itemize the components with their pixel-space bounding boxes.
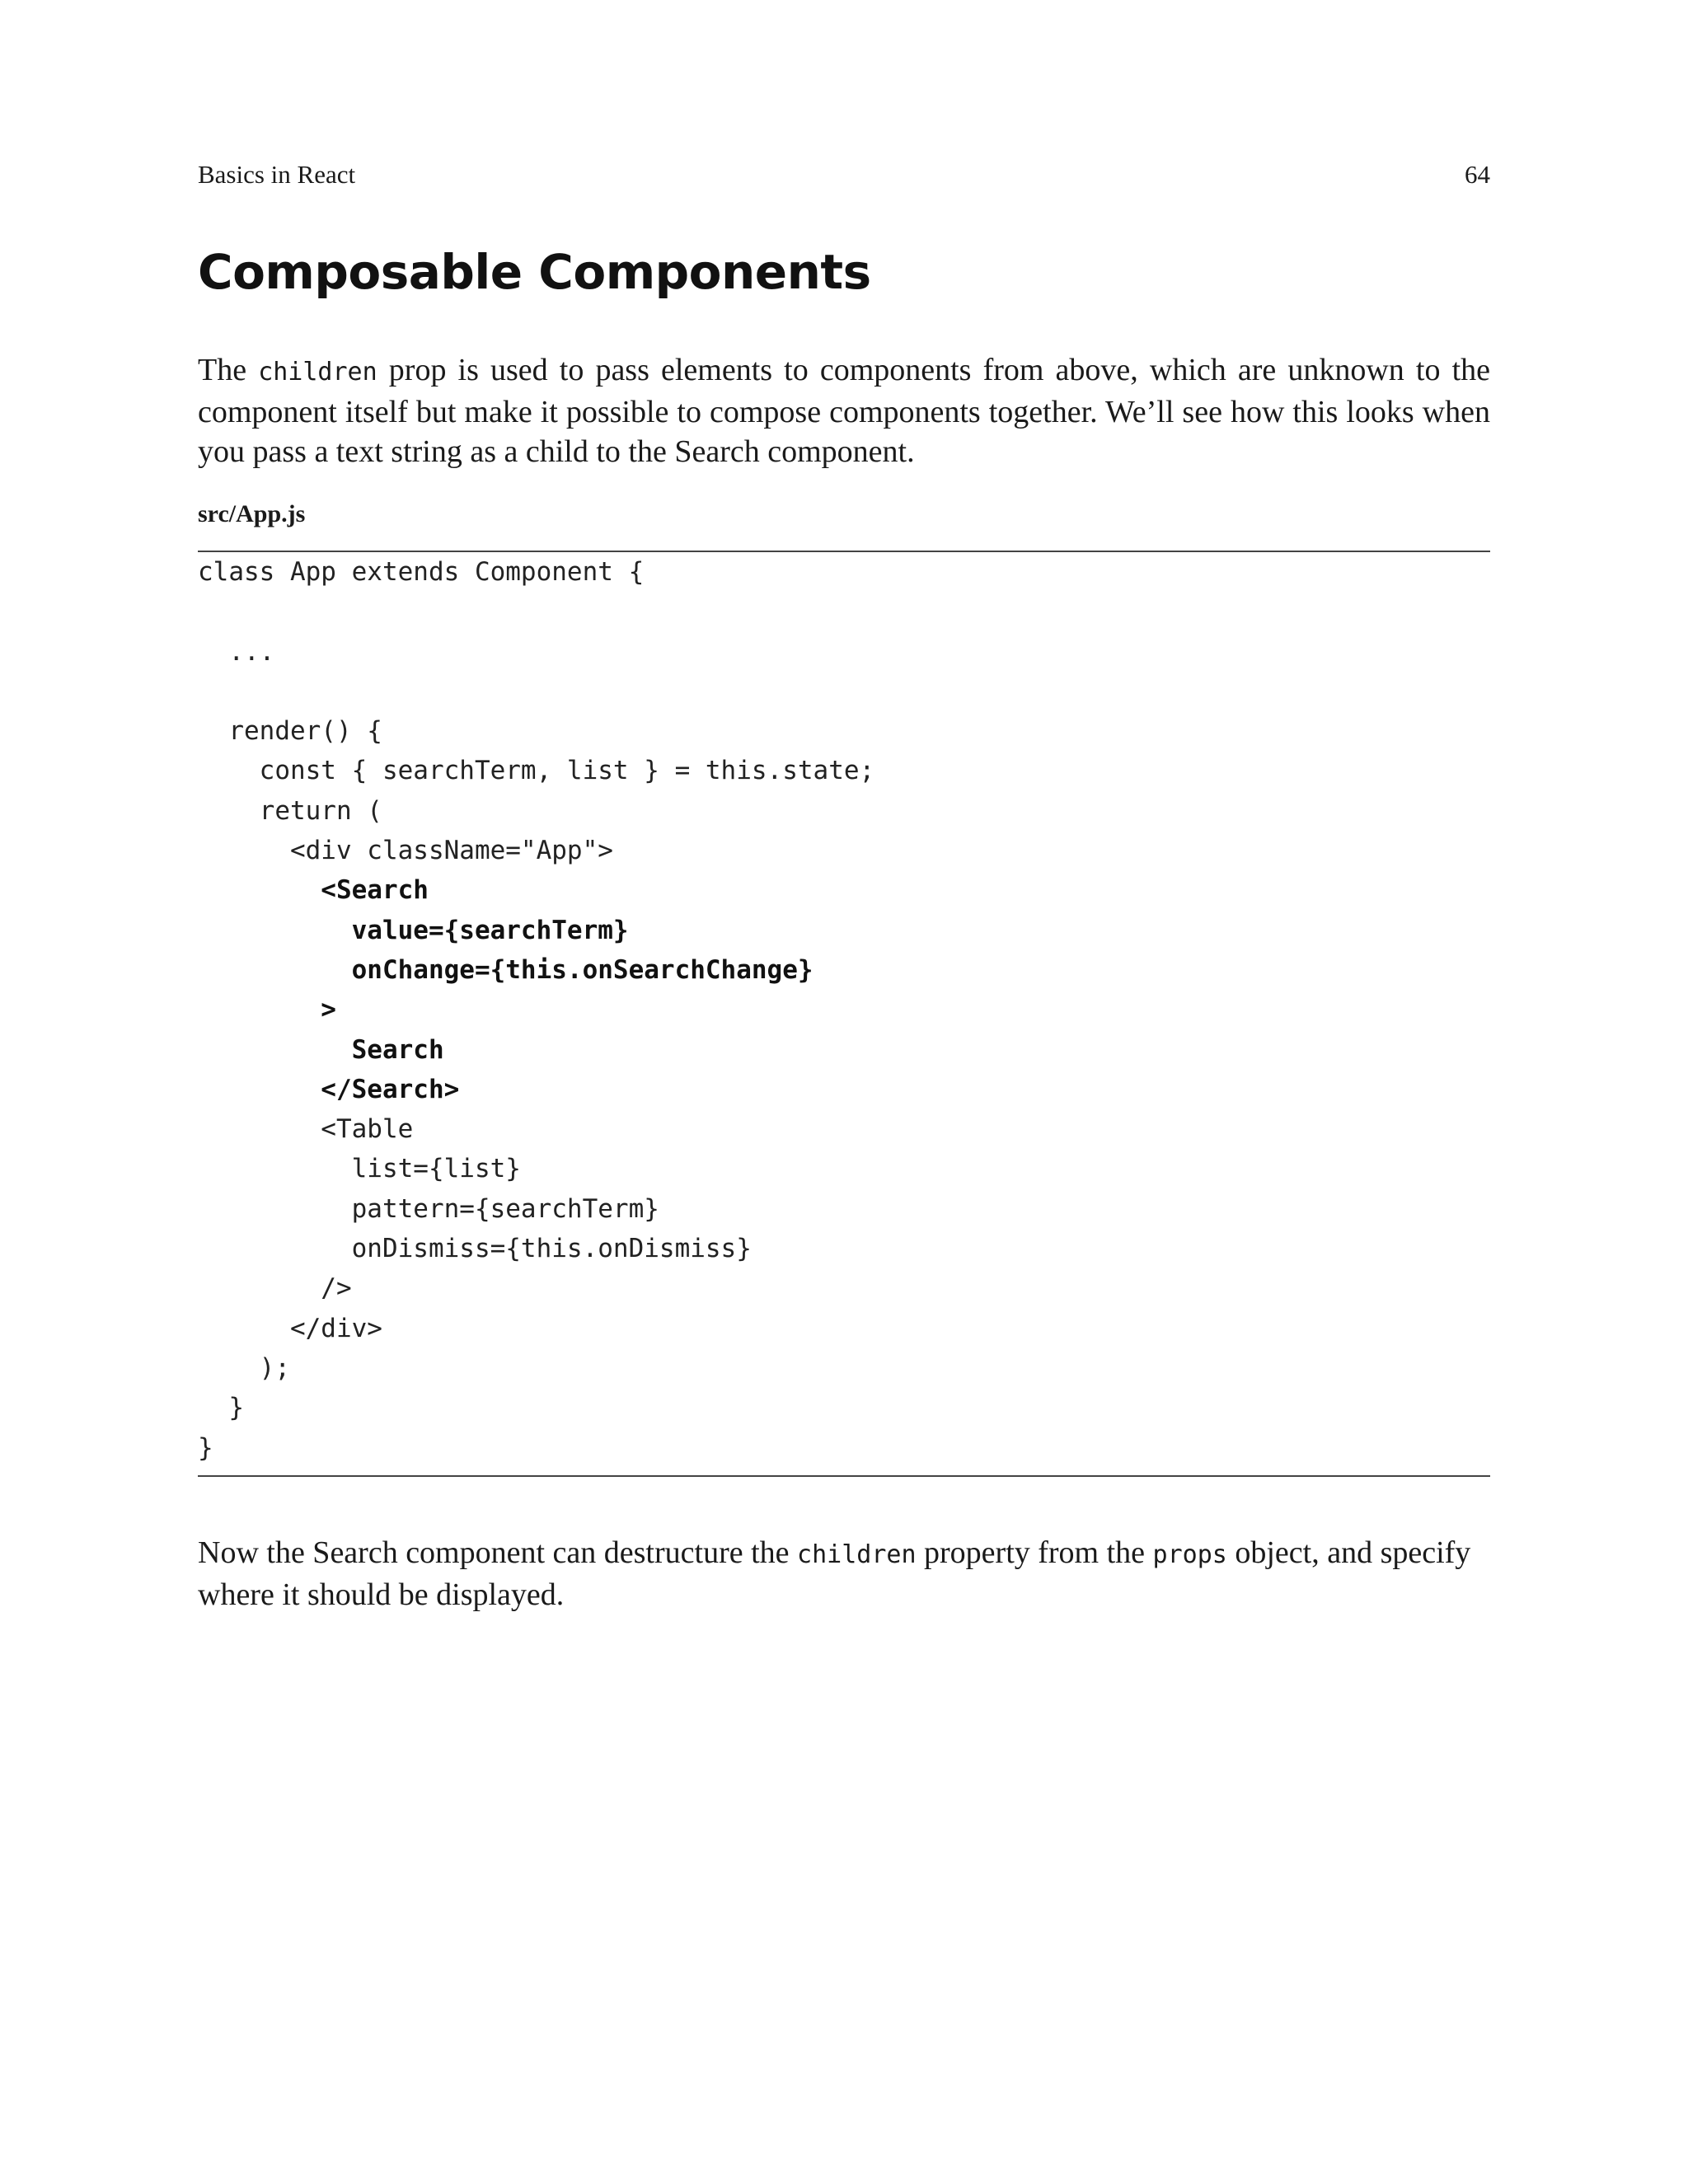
- code-line: const { searchTerm, list } = this.state;: [198, 756, 875, 786]
- intro-text-1: The: [198, 353, 259, 387]
- intro-paragraph: [198, 350, 1490, 471]
- code-line: }: [198, 1432, 213, 1463]
- running-title: Basics in React: [198, 160, 356, 189]
- code-lines: [198, 552, 874, 1468]
- outro-text-1: Now the Search component can destructure the: [198, 1535, 798, 1570]
- page-header: [198, 157, 1490, 193]
- code-line: value={searchTerm}: [198, 915, 629, 945]
- code-line: ...: [198, 636, 275, 667]
- code-line: Search: [198, 1034, 444, 1065]
- code-line: </Search>: [198, 1074, 460, 1104]
- code-line: <Table: [198, 1114, 414, 1145]
- code-line: list={list}: [198, 1154, 521, 1184]
- section-title: Composable Components: [198, 244, 871, 300]
- code-line: render() {: [198, 716, 382, 747]
- outro-text-2: property from the: [916, 1535, 1153, 1570]
- code-block: [198, 551, 1490, 1477]
- code-line: </div>: [198, 1313, 382, 1343]
- code-line: onDismiss={this.onDismiss}: [198, 1234, 752, 1264]
- intro-text-2: prop is used to pass elements to components from above, which are unknown to the component itself but make it possible to compose components together. We’ll see how this looks when you pass a text string as a child to the Search component.: [198, 353, 1490, 469]
- inline-code-children: children: [797, 1540, 917, 1569]
- code-line: <Search: [198, 875, 429, 906]
- code-filename: src/App.js: [198, 500, 306, 527]
- code-line: >: [198, 995, 336, 1025]
- code-line: onChange={this.onSearchChange}: [198, 954, 814, 985]
- code-line: />: [198, 1273, 352, 1304]
- code-line: return (: [198, 795, 382, 826]
- code-line: <div className="App">: [198, 836, 613, 866]
- page-number: 64: [1465, 160, 1490, 189]
- code-line: );: [198, 1352, 290, 1383]
- outro-text-3: object, and specify where it should be displayed.: [198, 1535, 1471, 1612]
- code-line: [198, 672, 874, 711]
- code-line: pattern={searchTerm}: [198, 1193, 659, 1224]
- outro-paragraph: [198, 1533, 1490, 1615]
- code-line: [198, 592, 874, 631]
- inline-code-children: children: [258, 358, 377, 387]
- code-line: class App extends Component {: [198, 557, 645, 587]
- inline-code-props: props: [1152, 1540, 1227, 1569]
- code-line: }: [198, 1393, 244, 1423]
